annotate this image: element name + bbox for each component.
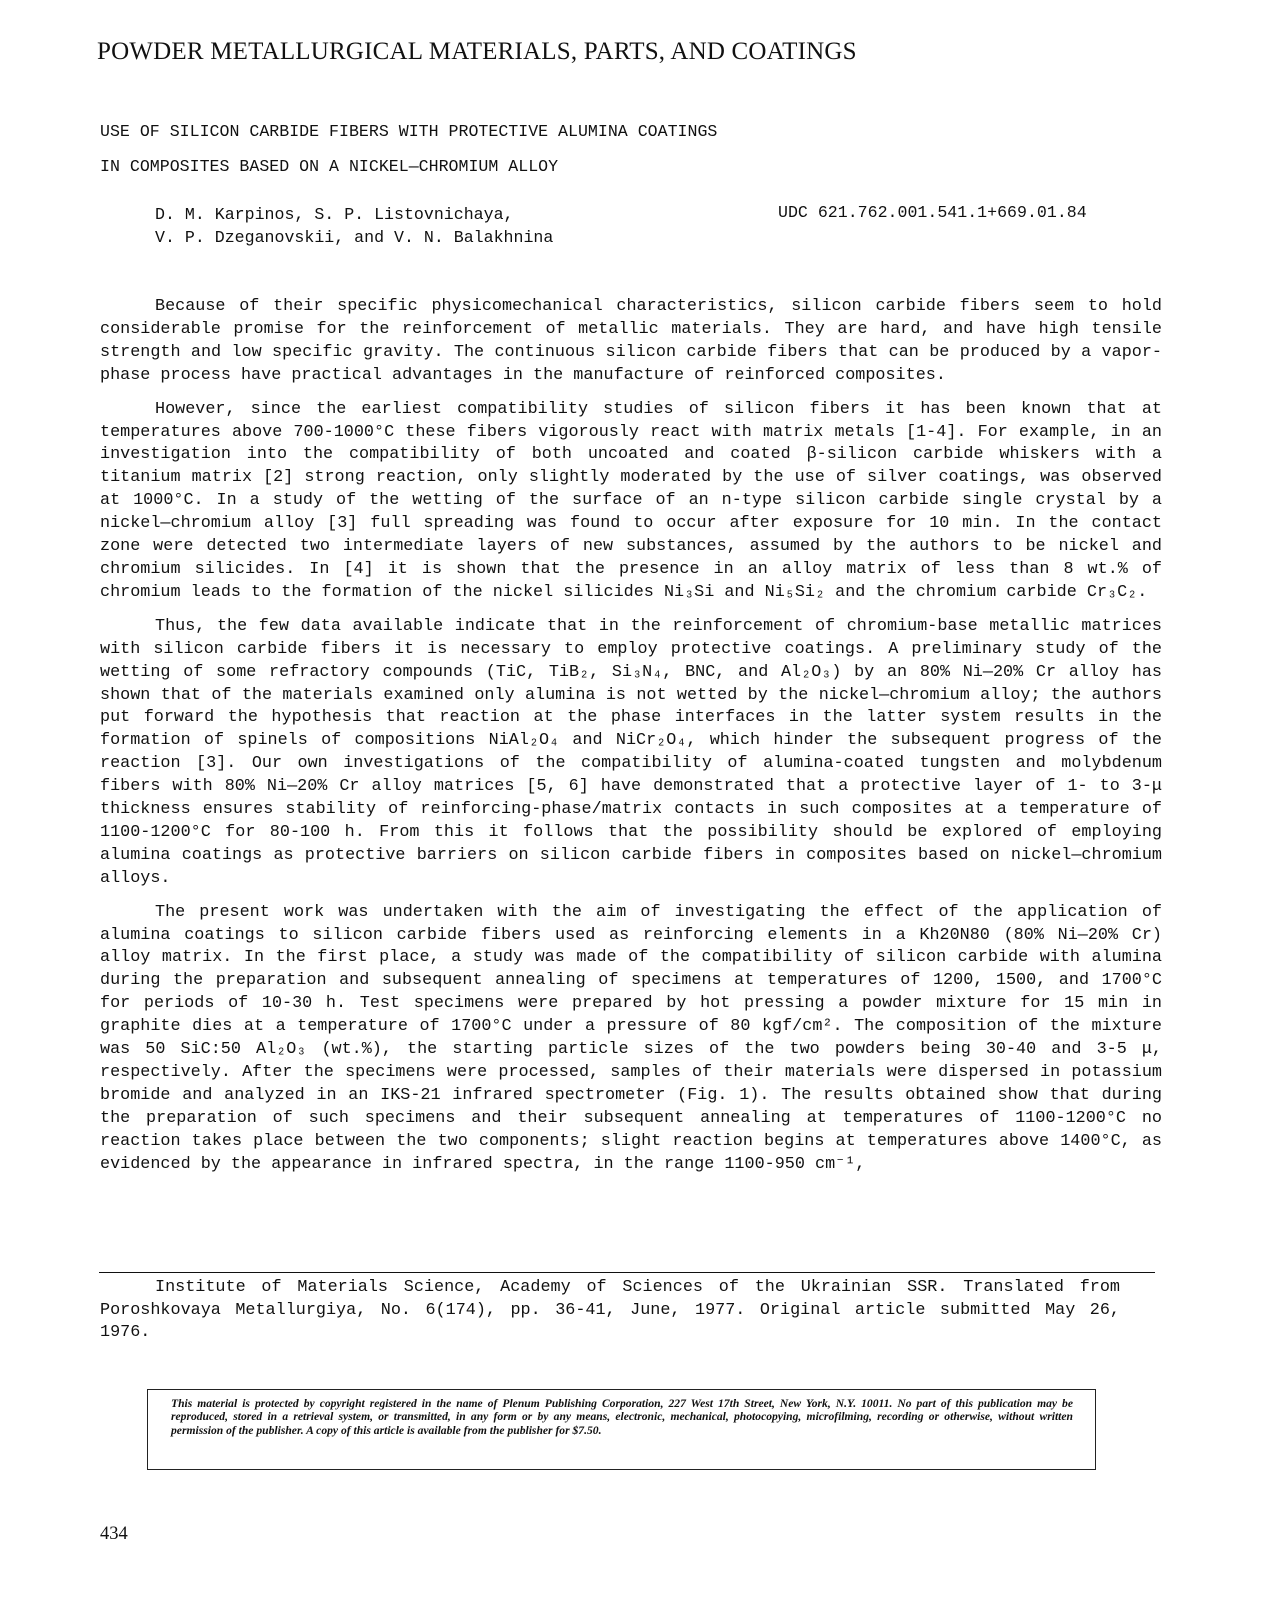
authors-line-2: V. P. Dzeganovskii, and V. N. Balakhnina: [155, 228, 554, 247]
article-title-line-2: IN COMPOSITES BASED ON A NICKEL—CHROMIUM ALLOY: [100, 157, 559, 176]
body-paragraph: Because of their specific physicomechanical characteristics, silicon carbide fibers seem to hold considerable promise for the reinforcement of metallic materials. They are hard, and have high tensile strength and low specific gravity. The continuous silicon carbide fibers that can be produced by a vapor-phase process have practical advantages in the manufacture of reinforced composites.: [100, 297, 1162, 385]
article-title-line-1: USE OF SILICON CARBIDE FIBERS WITH PROTECTIVE ALUMINA COATINGS: [100, 122, 718, 141]
body-paragraph: However, since the earliest compatibility studies of silicon fibers it has been known that at temperatures above 700-1000°C these fibers vigorously react with matrix metals [1-4]. For example, in an investigation into the compatibility of both uncoated and coated β-silicon carbide whiskers with a titanium matrix [2] strong reaction, only slightly moderated by the use of silver coatings, was observed at 1000°C. In a study of the wetting of the surface of an n-type silicon carbide single crystal by a nickel—chromium alloy [3] full spreading was found to occur after exposure for 10 min. In the contact zone were detected two intermediate layers of new substances, assumed by the authors to be nickel and chromium silicides. In [4] it is shown that the presence in an alloy matrix of less than 8 wt.% of chromium leads to the formation of the nickel silicides Ni₃Si and Ni₅Si₂ and the chromium carbide Cr₃C₂.: [100, 399, 1162, 602]
section-heading: POWDER METALLURGICAL MATERIALS, PARTS, AND COATINGS: [97, 38, 857, 65]
article-body: [100, 296, 1162, 1188]
author-list: [155, 203, 553, 249]
udc-code: UDC 621.762.001.541.1+669.01.84: [778, 203, 1087, 222]
copyright-notice-box: [147, 1389, 1096, 1470]
affiliation-footnote: Institute of Materials Science, Academy of Sciences of the Ukrainian SSR. Translated from Poroshkovaya Metallurgiya, No. 6(174), pp. 36-41, June, 1977. Original article submitted May 26, 1976.: [100, 1278, 1120, 1342]
footnote-divider: [99, 1272, 1155, 1273]
copyright-notice: This material is protected by copyright registered in the name of Plenum Publishing Corporation, 227 West 17th Street, New York, N.Y. 10011. No part of this publication may be reproduced, stored in a retrieval system, or transmitted, in any form or by any means, electronic, mechanical, photocopying, microfilming, recording or otherwise, without written permission of the publisher. A copy of this article is available from the publisher for $7.50.: [171, 1397, 1073, 1437]
page-number: 434: [100, 1524, 128, 1544]
body-paragraph: Thus, the few data available indicate that in the reinforcement of chromium-base metallic matrices with silicon carbide fibers it is necessary to employ protective coatings. A preliminary study of the wetting of some refractory compounds (TiC, TiB₂, Si₃N₄, BNC, and Al₂O₃) by an 80% Ni—20% Cr alloy has shown that of the materials examined only alumina is not wetted by the nickel—chromium alloy; the authors put forward the hypothesis that reaction at the phase interfaces in the latter system results in the formation of spinels of compositions NiAl₂O₄ and NiCr₂O₄, which hinder the subsequent progress of the reaction [3]. Our own investigations of the compatibility of alumina-coated tungsten and molybdenum fibers with 80% Ni—20% Cr alloy matrices [5, 6] have demonstrated that a protective layer of 1- to 3-μ thickness ensures stability of reinforcing-phase/matrix contacts in such composites at a temperature of 1100-1200°C for 80-100 h. From this it follows that the possibility should be explored of employing alumina coatings as protective barriers on silicon carbide fibers in composites based on nickel—chromium alloys.: [100, 616, 1162, 888]
authors-line-1: D. M. Karpinos, S. P. Listovnichaya,: [155, 205, 514, 224]
body-paragraph: The present work was undertaken with the aim of investigating the effect of the application of alumina coatings to silicon carbide fibers used as reinforcing elements in a Kh20N80 (80% Ni—20% Cr) alloy matrix. In the first place, a study was made of the compatibility of silicon carbide with alumina during the preparation and subsequent annealing of specimens at temperatures of 1200, 1500, and 1700°C for periods of 10-30 h. Test specimens were prepared by hot pressing a powder mixture for 15 min in graphite dies at a temperature of 1700°C under a pressure of 80 kgf/cm². The composition of the mixture was 50 SiC:50 Al₂O₃ (wt.%), the starting particle sizes of the two powders being 30-40 and 3-5 μ, respectively. After the specimens were processed, samples of their materials were dispersed in potassium bromide and analyzed in an IKS-21 infrared spectrometer (Fig. 1). The results obtained show that during the preparation of such specimens and their subsequent annealing at temperatures of 1100-1200°C no reaction takes place between the two components; slight reaction begins at temperatures above 1400°C, as evidenced by the appearance in infrared spectra, in the range 1100-950 cm⁻¹,: [100, 902, 1162, 1174]
